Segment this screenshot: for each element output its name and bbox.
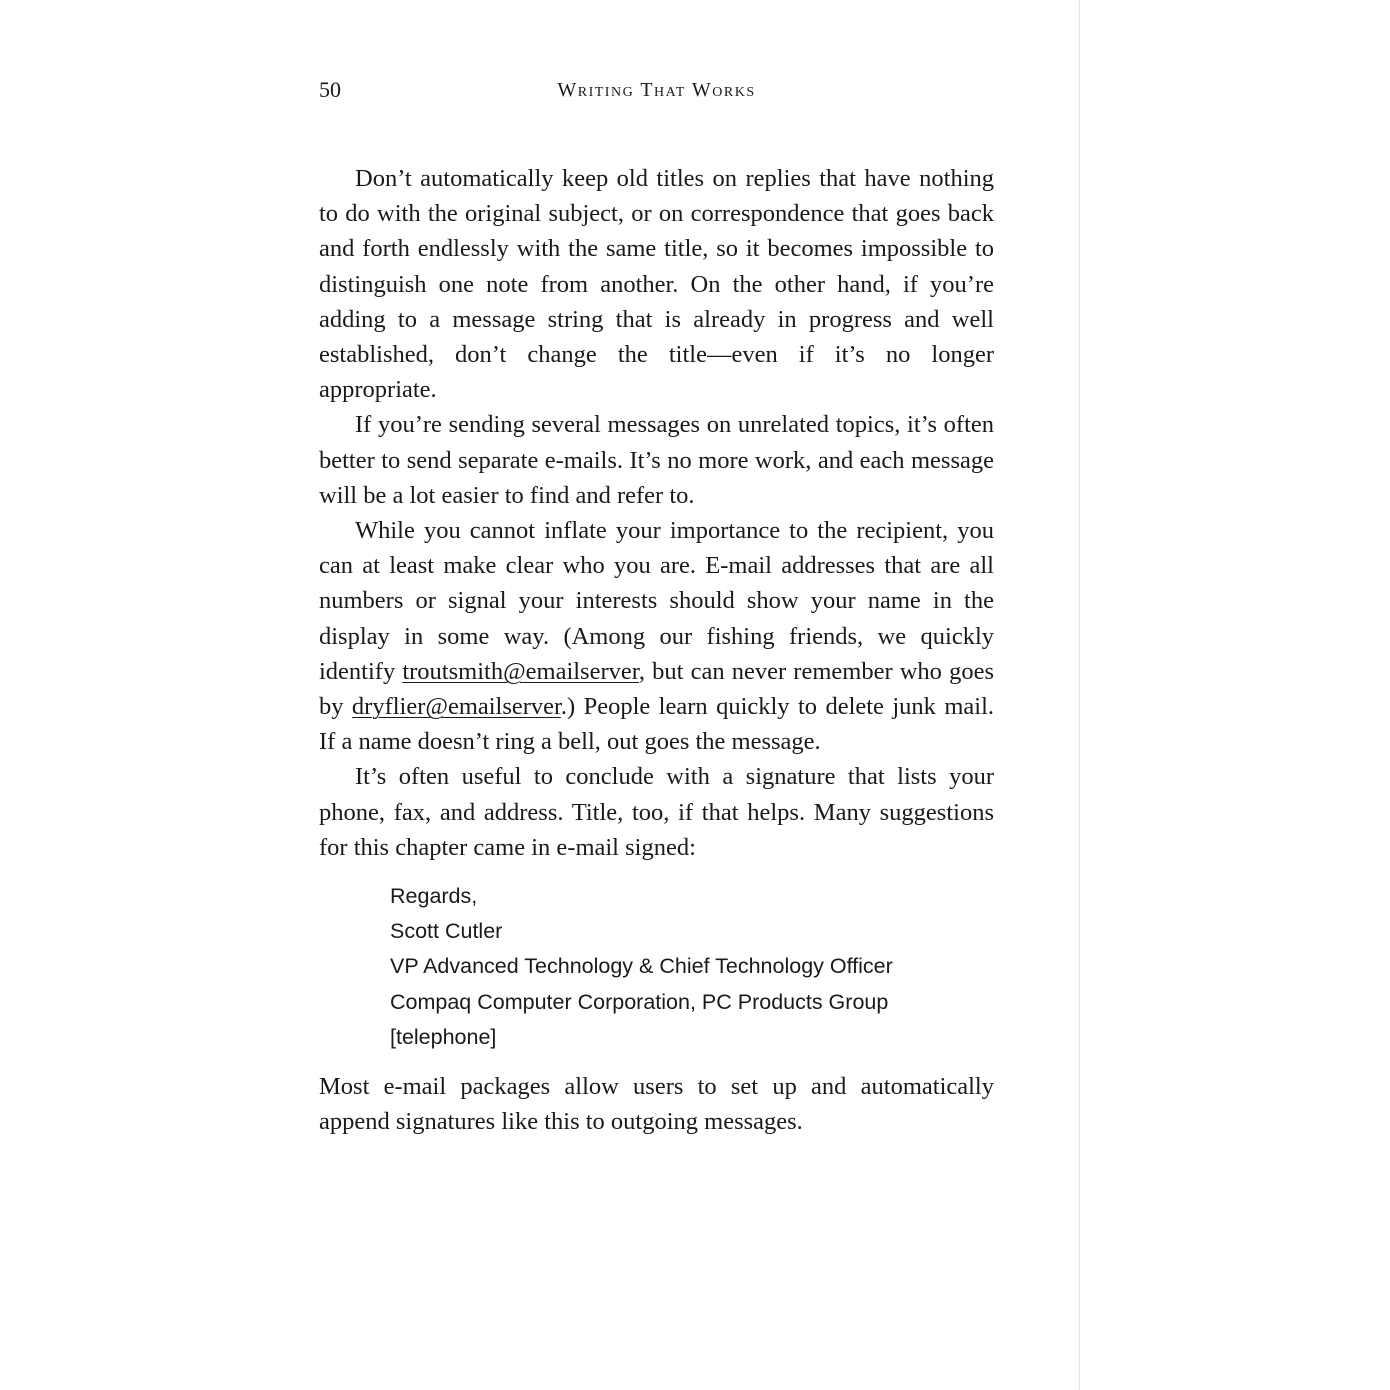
paragraph-signature-intro: It’s often useful to conclude with a signature that lists your phone, fax, and address. Title, too, if that helps. Many suggestions for this chapter came in e-mail signed: xyxy=(319,763,994,861)
page-number: 50 xyxy=(319,77,341,102)
signature-closing: Regards, xyxy=(390,884,478,909)
signature-name: Scott Cutler xyxy=(390,919,503,944)
page-edge-divider xyxy=(1079,0,1080,1390)
paragraph-titles: Don’t automatically keep old titles on replies that have nothing to do with the original subject, or on correspondence that goes back and forth endlessly with the same title, so it becomes impossible to distinguish one note from another. On the other hand, if you’re adding to a message string that is already in progress and well established, don’t change the title—even if it’s no longer appropriate. xyxy=(319,165,994,404)
signature-telephone: [telephone] xyxy=(390,1024,497,1049)
book-title: Writing That Works xyxy=(557,79,756,101)
email-address-dryflier[interactable]: dryflier@emailserver xyxy=(351,693,561,721)
paragraph-identity xyxy=(319,513,994,759)
paragraph-identity-text-1: While you cannot inflate your importance to the recipient, you can at least make clear who you are. E-mail addresses that are all numbers or signal your interests should show your name in the display in some way. (Among our fishing friends, we quickly identify xyxy=(319,517,994,685)
paragraph-closing: Most e-mail packages allow users to set up and automatically append signatures like this to outgoing messages. xyxy=(319,1073,994,1136)
paragraph-identity-text-3: .) People learn quickly to delete junk mail. If a name doesn’t ring a bell, out goes the message. xyxy=(319,693,995,756)
signature-company: Compaq Computer Corporation, PC Products Group xyxy=(390,989,889,1014)
email-signature-example xyxy=(390,879,994,1055)
email-address-troutsmith[interactable]: troutsmith@emailserver xyxy=(402,657,639,685)
signature-title: VP Advanced Technology & Chief Technology Officer xyxy=(390,954,893,979)
running-head xyxy=(319,76,994,106)
paragraph-identity-text-2: , but can never remember who goes by xyxy=(319,657,994,721)
paragraph-separate-emails: If you’re sending several messages on unrelated topics, it’s often better to send separate e-mails. It’s no more work, and each message will be a lot easier to find and refer to. xyxy=(319,411,994,509)
body-text xyxy=(319,161,994,1139)
